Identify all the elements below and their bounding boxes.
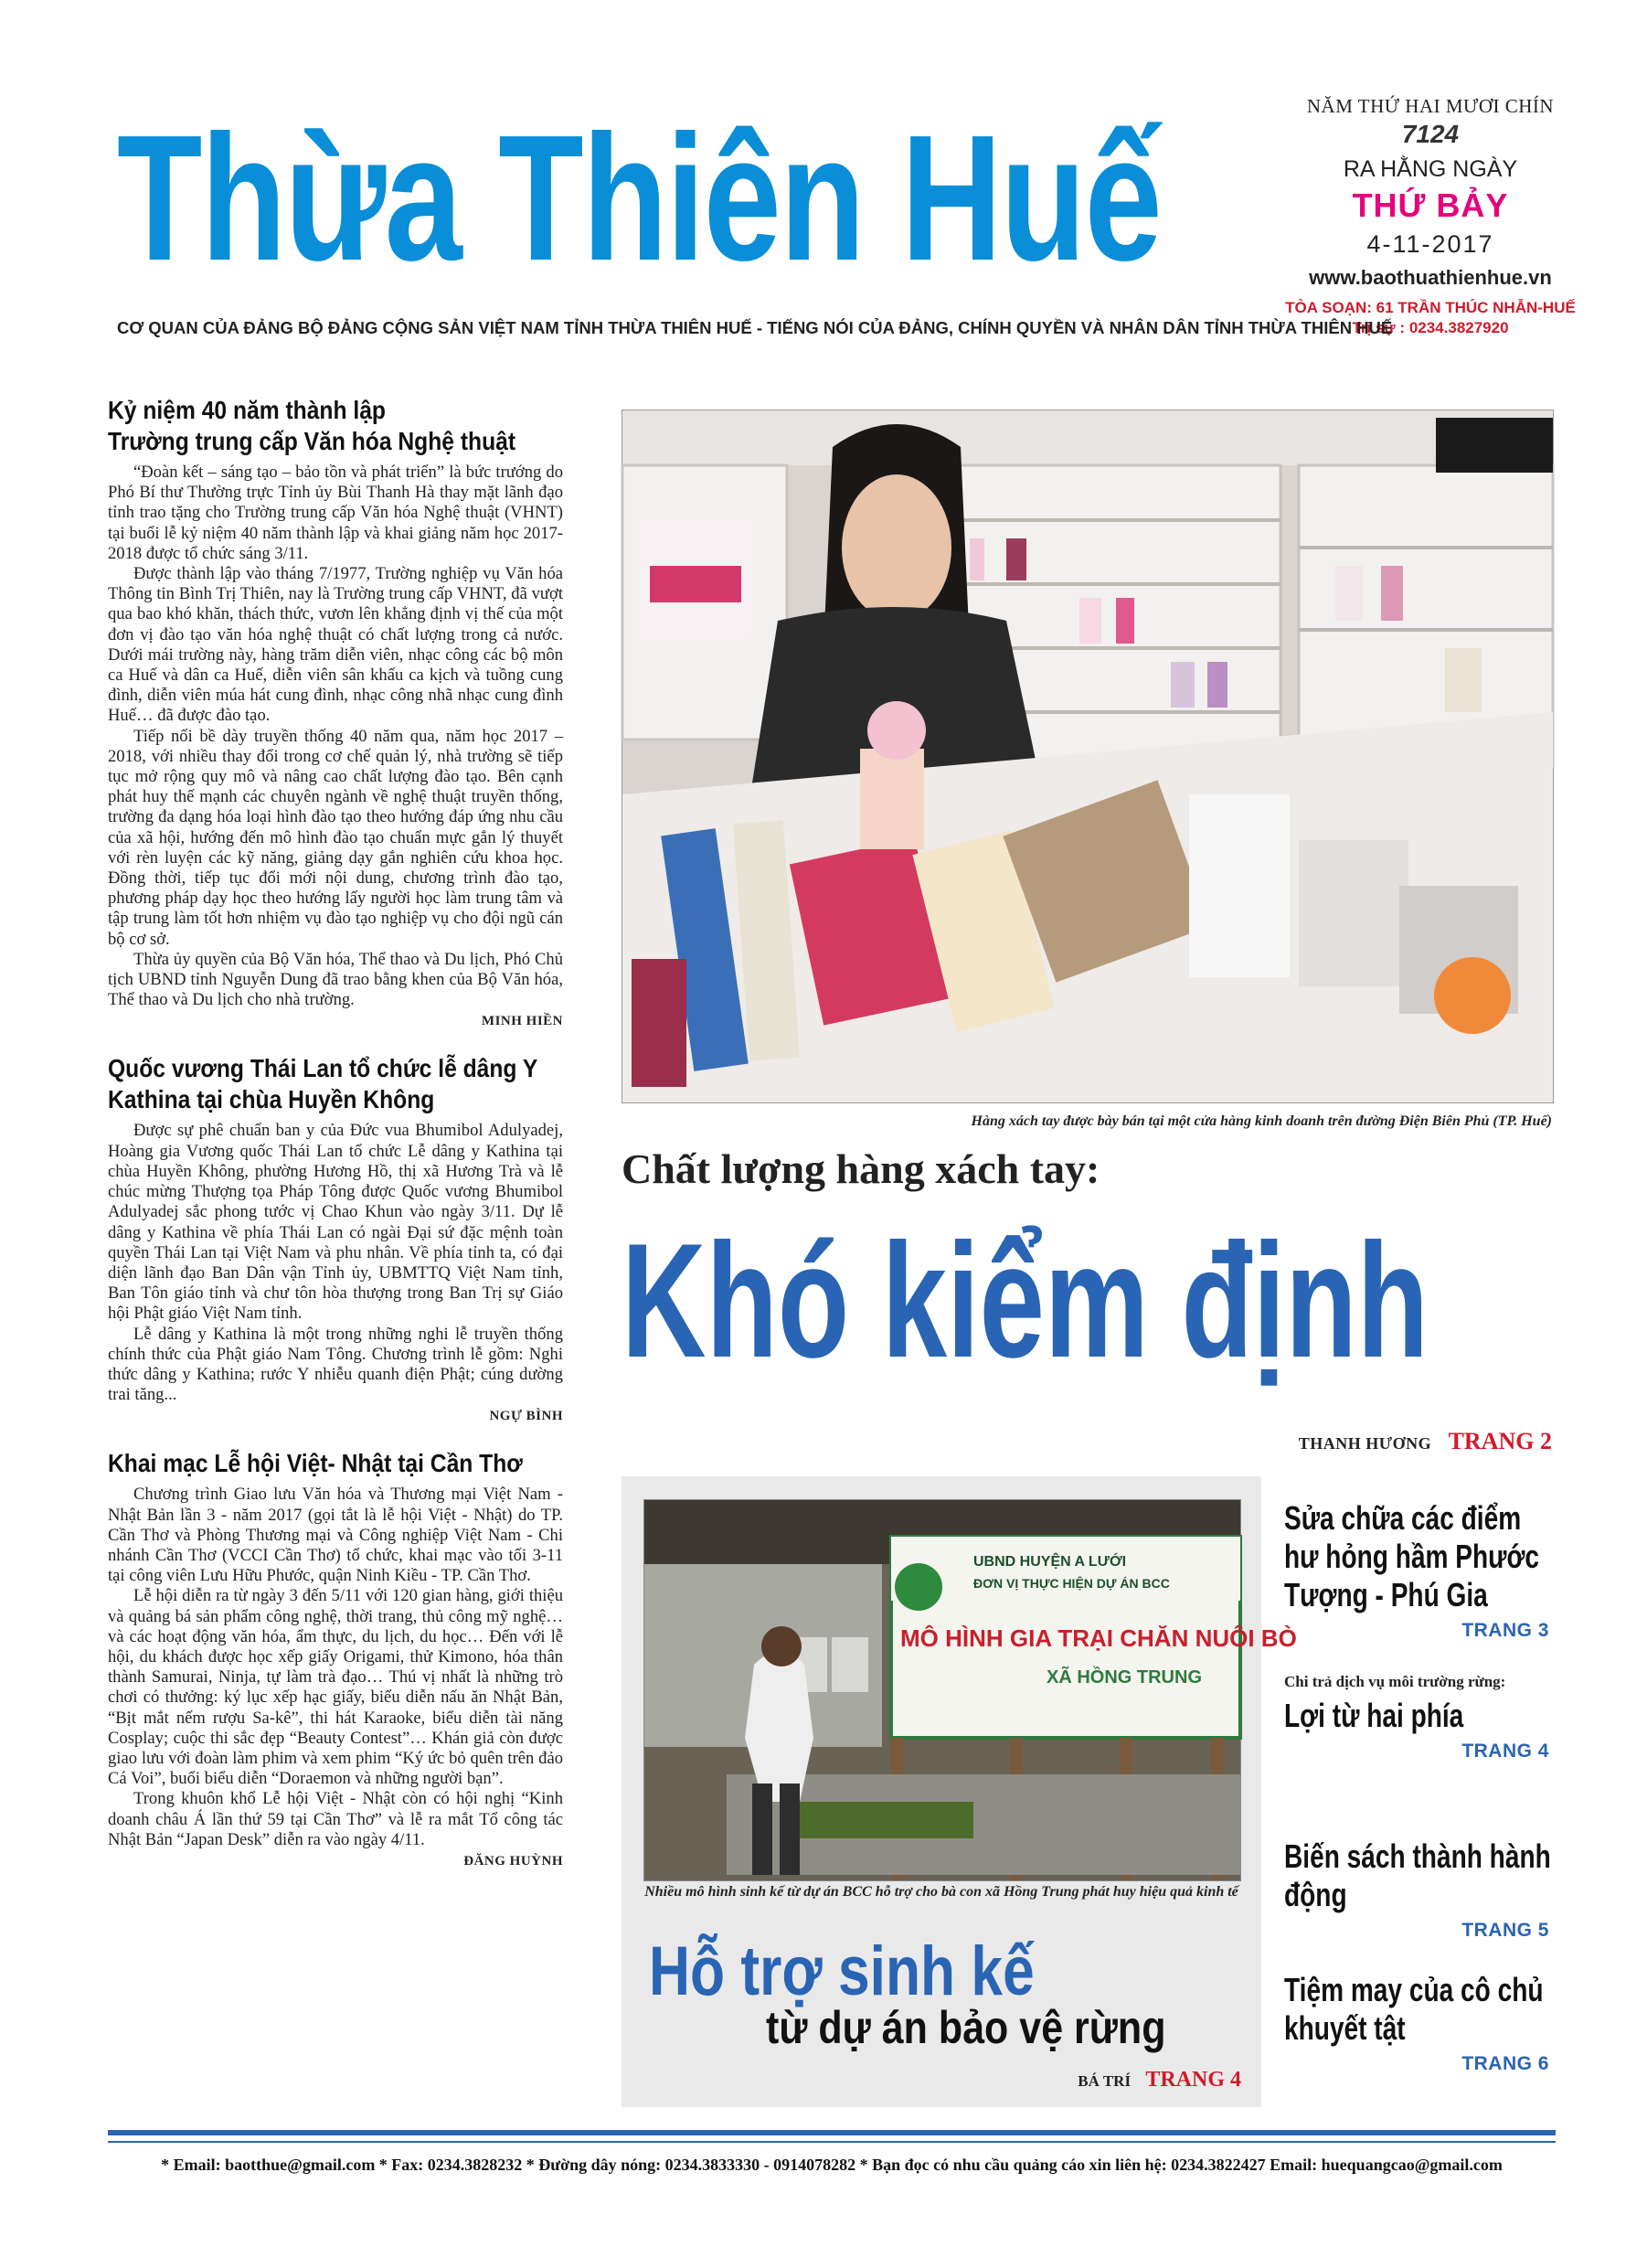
feature-headline-line2[interactable]: từ dự án bảo vệ rừng — [766, 2002, 1166, 2053]
article-paragraph: Lễ hội diễn ra từ ngày 3 đến 5/11 với 120 gian hàng, giới thiệu và quảng bá sản phẩm công nghệ, thời trang, thủ công mỹ nghệ… và các hoạt động văn hóa, ẩm thực, du lịch, du học… Đến với lễ hội, du khách được học xếp giấy Origami, thử Kimono, hóa thân thành Samurai, Ninja, tự làm trà đạo… Thú vị nhất là những trò chơi có thưởng: ký lục xếp hạc giấy, biểu diễn nấu ăn Nhật Bản, “Bịt mắt nếm rượu Sa-kê”, thi hát Karaoke, biểu diễn tài năng Cosplay; cuộc thi sắc đẹp “Beauty Contest”… Khán giả còn được giao lưu với đoàn làm phim và xem phim “Ký ức bỏ quên trên đảo Cá Voi”, buổi biểu diễn “Doraemon và những người bạn”. — [108, 1586, 563, 1789]
sign-main: MÔ HÌNH GIA TRẠI CHĂN NUÔI BÒ — [900, 1624, 1297, 1652]
footer-contact: * Email: baotthue@gmail.com * Fax: 0234.3828232 * Đường dây nóng: 0234.3833330 - 0914078282 * Bạn đọc có nhu cầu quảng cáo xin liên hệ: 0234.3822427 Email: huequangcao@gmail.com — [161, 2156, 1503, 2174]
teaser-tailor-shop — [1284, 1971, 1558, 2075]
teaser-title[interactable]: Tiệm may của cô chủ khuyết tật — [1284, 1971, 1544, 2047]
issue-date: 4-11-2017 — [1366, 230, 1494, 258]
teaser-page-link[interactable]: TRANG 3 — [1461, 1620, 1549, 1641]
footer-rule-thin — [108, 2141, 1556, 2143]
lead-author: THANH HƯƠNG — [1298, 1434, 1432, 1453]
cattle-farm-illustration — [644, 1500, 1297, 1880]
article-paragraph: “Đoàn kết – sáng tạo – bảo tồn và phát triển” là bức trướng do Phó Bí thư Thường trực Tỉnh ủy Bùi Thanh Hà thay mặt lãnh đạo tỉnh trao tặng cho Trường trung cấp Văn hóa Nghệ thuật (VHNT) tại buổi lễ kỷ niệm 40 năm thành lập và khai giảng năm học 2017-2018 được tổ chức sáng 3/11. — [108, 463, 563, 563]
cosmetics-shop-illustration — [622, 410, 1553, 1102]
issue-number: 7124 — [1401, 120, 1460, 148]
office-phone: Trị sự : 0234.3827920 — [1352, 319, 1509, 336]
article-paragraph: Lễ dâng y Kathina là một trong những nghi lễ truyền thống chính thức của Phật giáo Nam Tông. Chương trình lễ gồm: Nghi thức dâng y Kathina; rước Y nhiễu quanh điện Phật; cúng dường trai tăng... — [108, 1324, 563, 1405]
lead-headline[interactable]: Khó kiểm định — [622, 1209, 1429, 1391]
teaser-forest-payment — [1284, 1673, 1558, 1762]
masthead-info — [1280, 95, 1581, 337]
lead-kicker: Chất lượng hàng xách tay: — [622, 1145, 1100, 1192]
frequency-label: RA HẰNG NGÀY — [1343, 156, 1518, 182]
sign-sub: ĐƠN VỊ THỰC HIỆN DỰ ÁN BCC — [973, 1576, 1170, 1591]
article-title-line: Quốc vương Thái Lan tổ chức lễ dâng Y — [108, 1054, 538, 1083]
sign-header: UBND HUYỆN A LƯỚI — [973, 1554, 1127, 1570]
teaser-title[interactable]: Sửa chữa các điểm hư hỏng hầm Phước Tượng - Phú Gia — [1284, 1499, 1540, 1613]
newspaper-title: Thừa Thiên Huế — [117, 98, 1162, 298]
website-link[interactable]: www.baothuathienhue.vn — [1309, 266, 1552, 289]
article-paragraph: Trong khuôn khổ Lễ hội Việt - Nhật còn có hội nghị “Kinh doanh châu Á lần thứ 59 tại Cần Thơ” và lễ ra mắt Tổ công tác Nhật Bản “Japan Desk” diễn ra vào ngày 4/11. — [108, 1789, 563, 1849]
teaser-title[interactable]: Lợi từ hai phía — [1284, 1697, 1464, 1734]
article-title[interactable] — [108, 1053, 560, 1115]
article-title-line: Trường trung cấp Văn hóa Nghệ thuật — [108, 427, 516, 455]
feature-photo — [643, 1499, 1297, 1881]
lead-photo — [622, 410, 1554, 1103]
left-column — [108, 395, 563, 1893]
article-paragraph: Tiếp nối bề dày truyền thống 40 năm qua, năm học 2017 – 2018, với nhiều thay đổi trong cơ chế quản lý, nhà trường sẽ tiếp tục mở rộng quy mô và nâng cao chất lượng đào tạo. Bên cạnh phát huy thế mạnh các chuyên ngành về nghệ thuật truyền thống, trường đa dạng hóa loại hình đào tạo theo hướng đáp ứng nhu cầu của xã hội, hướng đến mô hình đào tạo chuẩn mực gắn lý thuyết với rèn luyện các kỹ năng, giảng dạy gắn nghiên cứu khoa học. Đồng thời, tiếp tục đổi mới nội dung, chương trình đào tạo, phương pháp dạy học theo hướng lấy người học làm trung tâm và tập trung làm tốt hơn nhiệm vụ đào tạo nghiệp vụ cho đội ngũ cán bộ cơ sở. — [108, 726, 563, 949]
teaser-title[interactable]: Biến sách thành hành động — [1284, 1837, 1551, 1913]
masthead-tagline: CƠ QUAN CỦA ĐẢNG BỘ ĐẢNG CỘNG SẢN VIỆT NAM TỈNH THỪA THIÊN HUẾ - TIẾNG NÓI CỦA ĐẢNG, CHÍNH QUYỀN VÀ NHÂN DÂN TỈNH THỪA THIÊN HUẾ — [117, 318, 1393, 337]
feature-photo-caption: Nhiều mô hình sinh kế từ dự án BCC hỗ trợ cho bà con xã Hồng Trung phát huy hiệu quả kinh tế — [644, 1884, 1238, 1900]
article-title-line: Kathina tại chùa Huyền Không — [108, 1085, 435, 1114]
feature-page-link[interactable]: TRANG 4 — [1145, 2068, 1241, 2092]
article-kathina — [108, 1053, 563, 1424]
teaser-page-link[interactable]: TRANG 5 — [1461, 1920, 1549, 1941]
article-author: MINH HIỀN — [481, 1014, 563, 1029]
lead-byline — [1079, 1428, 1552, 1455]
article-school-anniversary — [108, 395, 563, 1029]
sign-place: XÃ HỒNG TRUNG — [1047, 1667, 1202, 1688]
article-title-line: Kỷ niệm 40 năm thành lập — [108, 396, 386, 424]
teaser-tunnel-repair — [1284, 1499, 1558, 1642]
weekday-label: THỨ BẢY — [1352, 186, 1509, 224]
article-paragraph: Được thành lập vào tháng 7/1977, Trường nghiệp vụ Văn hóa Thông tin Bình Trị Thiên, nay là Trường trung cấp VHNT, đã vượt qua bao khó khăn, thách thức, vươn lên khẳng định vị thế của một đơn vị đào tạo văn hóa nghệ thuật có chất lượng trong cả nước. Dưới mái trường này, hàng trăm diễn viên, nhạc công các bộ môn ca Huế và dân ca Huế, diễn viên sân khấu ca kịch và tuồng cung đình, diễn viên múa hát cung đình, nhạc công nhã nhạc cung đình Huế… đã được đào tạo. — [108, 564, 563, 726]
article-author: NGỰ BÌNH — [489, 1409, 563, 1424]
article-paragraph: Thừa ủy quyền của Bộ Văn hóa, Thể thao và Du lịch, Phó Chủ tịch UBND tỉnh Nguyễn Dung đã trao bằng khen của Bộ Văn hóa, Thể thao và Du lịch cho nhà trường. — [108, 949, 563, 1010]
feature-byline — [914, 2068, 1241, 2092]
lead-photo-caption: Hàng xách tay được bày bán tại một cửa hàng kinh doanh trên đường Điện Biên Phủ (TP. Huế) — [971, 1113, 1552, 1129]
article-author: ĐĂNG HUỲNH — [463, 1853, 563, 1869]
lead-page-link[interactable]: TRANG 2 — [1448, 1428, 1552, 1454]
office-address: TÒA SOẠN: 61 TRẦN THÚC NHẪN-HUẾ — [1285, 299, 1576, 316]
footer-rule — [108, 2130, 1556, 2135]
teaser-kicker: Chi trả dịch vụ môi trường rừng: — [1284, 1673, 1506, 1690]
article-paragraph: Chương trình Giao lưu Văn hóa và Thương mại Việt Nam - Nhật Bản lần 3 - năm 2017 (gọi tắt là lễ hội Việt - Nhật) do TP. Cần Thơ và Phòng Thương mại và Công nghiệp Việt Nam - Chi nhánh Cần Thơ (VCCI Cần Thơ) tổ chức, khai mạc vào tối 3-11 tại công viên Lưu Hữu Phước, quận Ninh Kiều - TP. Cần Thơ. — [108, 1485, 563, 1586]
feature-author: BÁ TRÍ — [1078, 2072, 1132, 2090]
teaser-books-to-action — [1284, 1837, 1558, 1942]
article-title[interactable]: Khai mạc Lễ hội Việt- Nhật tại Cần Thơ — [108, 1449, 523, 1478]
year-label: NĂM THỨ HAI MƯƠI CHÍN — [1306, 95, 1555, 117]
teaser-page-link[interactable]: TRANG 4 — [1461, 1741, 1549, 1762]
article-viet-nhat-festival — [108, 1448, 563, 1869]
article-paragraph: Được sự phê chuẩn ban y của Đức vua Bhumibol Adulyadej, Hoàng gia Vương quốc Thái Lan tổ chức Lễ dâng y Kathina tại chùa Huyền Không, phường Hương Hồ, thị xã Hương Trà và lễ chúc mừng Thượng tọa Pháp Tông được Quốc vương Bhumibol Adulyadej sắc phong tước vị Chao Khun vào ngày 3/11. Dự lễ dâng y Kathina về phía Thái Lan có ngài Đại sứ đặc mệnh toàn quyền Thái Lan tại Việt Nam và phu nhân. Về phía tỉnh ta, có đại diện lãnh đạo Ban Dân vận Tỉnh ủy, UBMTTQ Việt Nam tỉnh, Ban Tôn giáo tỉnh và chư tôn hòa thượng trong Ban Trị sự Giáo hội Phật giáo Việt Nam tỉnh. — [108, 1121, 563, 1324]
feature-headline-line1[interactable]: Hỗ trợ sinh kế — [649, 1933, 1035, 2010]
teaser-page-link[interactable]: TRANG 6 — [1461, 2053, 1549, 2074]
article-title[interactable] — [108, 395, 560, 457]
